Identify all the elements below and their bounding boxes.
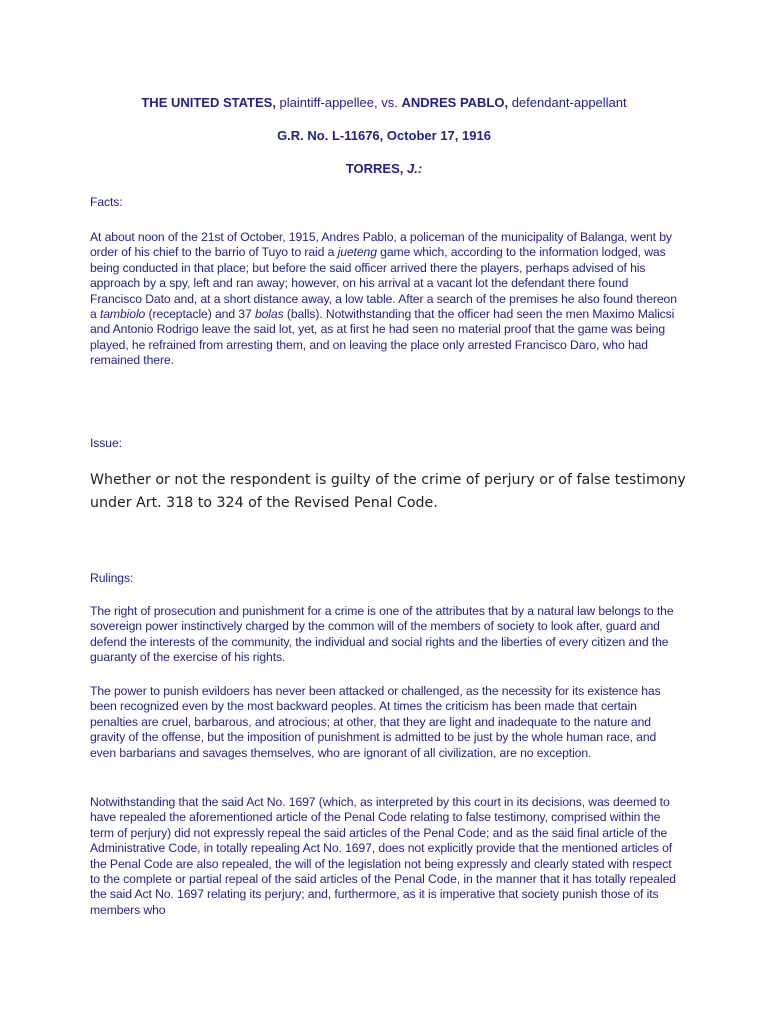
case-title	[0, 95, 768, 110]
facts-heading: Facts:	[90, 195, 123, 209]
rulings-paragraph-1: The right of prosecution and punishment for a crime is one of the attributes that by a natural law belongs to the sovereign power instinctively charged by the common will of the members of society to look after, guard and defend the interests of the community, the individual and social rights and the liberties of every citizen and the guaranty of the exercise of his rights.	[90, 604, 674, 665]
justice-suffix: J.:	[407, 161, 423, 176]
case-number: G.R. No. L-11676, October 17, 1916	[277, 128, 491, 143]
ponente	[0, 161, 768, 176]
facts-text-3: (receptacle) and 37	[145, 307, 255, 322]
facts-text-2: game which, according to the information lodged, was being conducted in that place; but before the said officer arrived there the players, perhaps advised of his approach by a spy, left and ran away; however, on his arrival at a vacant lot the defendant there found Francisco Dato and, at a short distance away, a low table. After a search of the premises he also found thereon a	[90, 245, 677, 322]
facts-italic-bolas: bolas	[254, 307, 284, 322]
defendant-role: defendant-appellant	[508, 95, 627, 110]
issue-heading: Issue:	[90, 436, 122, 450]
facts-italic-tambiolo: tambiolo	[99, 307, 146, 322]
issue-text: Whether or not the respondent is guilty of the crime of perjury or of false testimony under Art. 318 to 324 of the Revised Penal Code.	[90, 472, 686, 511]
rulings-heading: Rulings:	[90, 571, 134, 585]
facts-italic-jueteng: jueteng	[337, 245, 377, 260]
plaintiff-name: THE UNITED STATES,	[141, 95, 276, 110]
facts-text-4: (balls). Notwithstanding that the officer had seen the men Maximo Malicsi and Antonio Rodrigo leave the said lot, yet, as at first he had seen no material proof that the game was being played, he refrained from arresting them, and on leaving the place only arrested Francisco Daro, who had remained there.	[90, 307, 675, 368]
facts-text-1: At about noon of the 21st of October, 1915, Andres Pablo, a policeman of the municipality of Balanga, went by order of his chief to the barrio of Tuyo to raid a	[90, 230, 672, 260]
facts-paragraph	[90, 230, 680, 369]
rulings-paragraph-2: The power to punish evildoers has never been attacked or challenged, as the necessity for its existence has been recognized even by the most backward peoples. At times the criticism has been made that certain penalties are cruel, barbarous, and atrocious; at other, that they are light and inadequate to the nature and gravity of the offense, but the imposition of punishment is admitted to be just by the whole human race, and even barbarians and savages themselves, who are ignorant of all civilization, are no exception.	[90, 684, 661, 760]
rulings-paragraph-3: Notwithstanding that the said Act No. 1697 (which, as interpreted by this court in its decisions, was deemed to have repealed the aforementioned article of the Penal Code relating to false testimony, comprised within the term of perjury) did not expressly repeal the said articles of the Penal Code; and as the said final article of the Administrative Code, in totally repealing Act No. 1697, does not explicitly provide that the mentioned articles of the Penal Code are also repealed, the will of the legislation not being expressly and clearly stated with respect to the complete or partial repeal of the said articles of the Penal Code, in the manner that it has totally repealed the said Act No. 1697 relating its perjury; and, furthermore, as it is imperative that society punish those of its members who	[90, 795, 676, 917]
plaintiff-role: plaintiff-appellee, vs.	[275, 95, 402, 110]
justice-name: TORRES,	[345, 161, 407, 176]
defendant-name: ANDRES PABLO,	[401, 95, 509, 110]
